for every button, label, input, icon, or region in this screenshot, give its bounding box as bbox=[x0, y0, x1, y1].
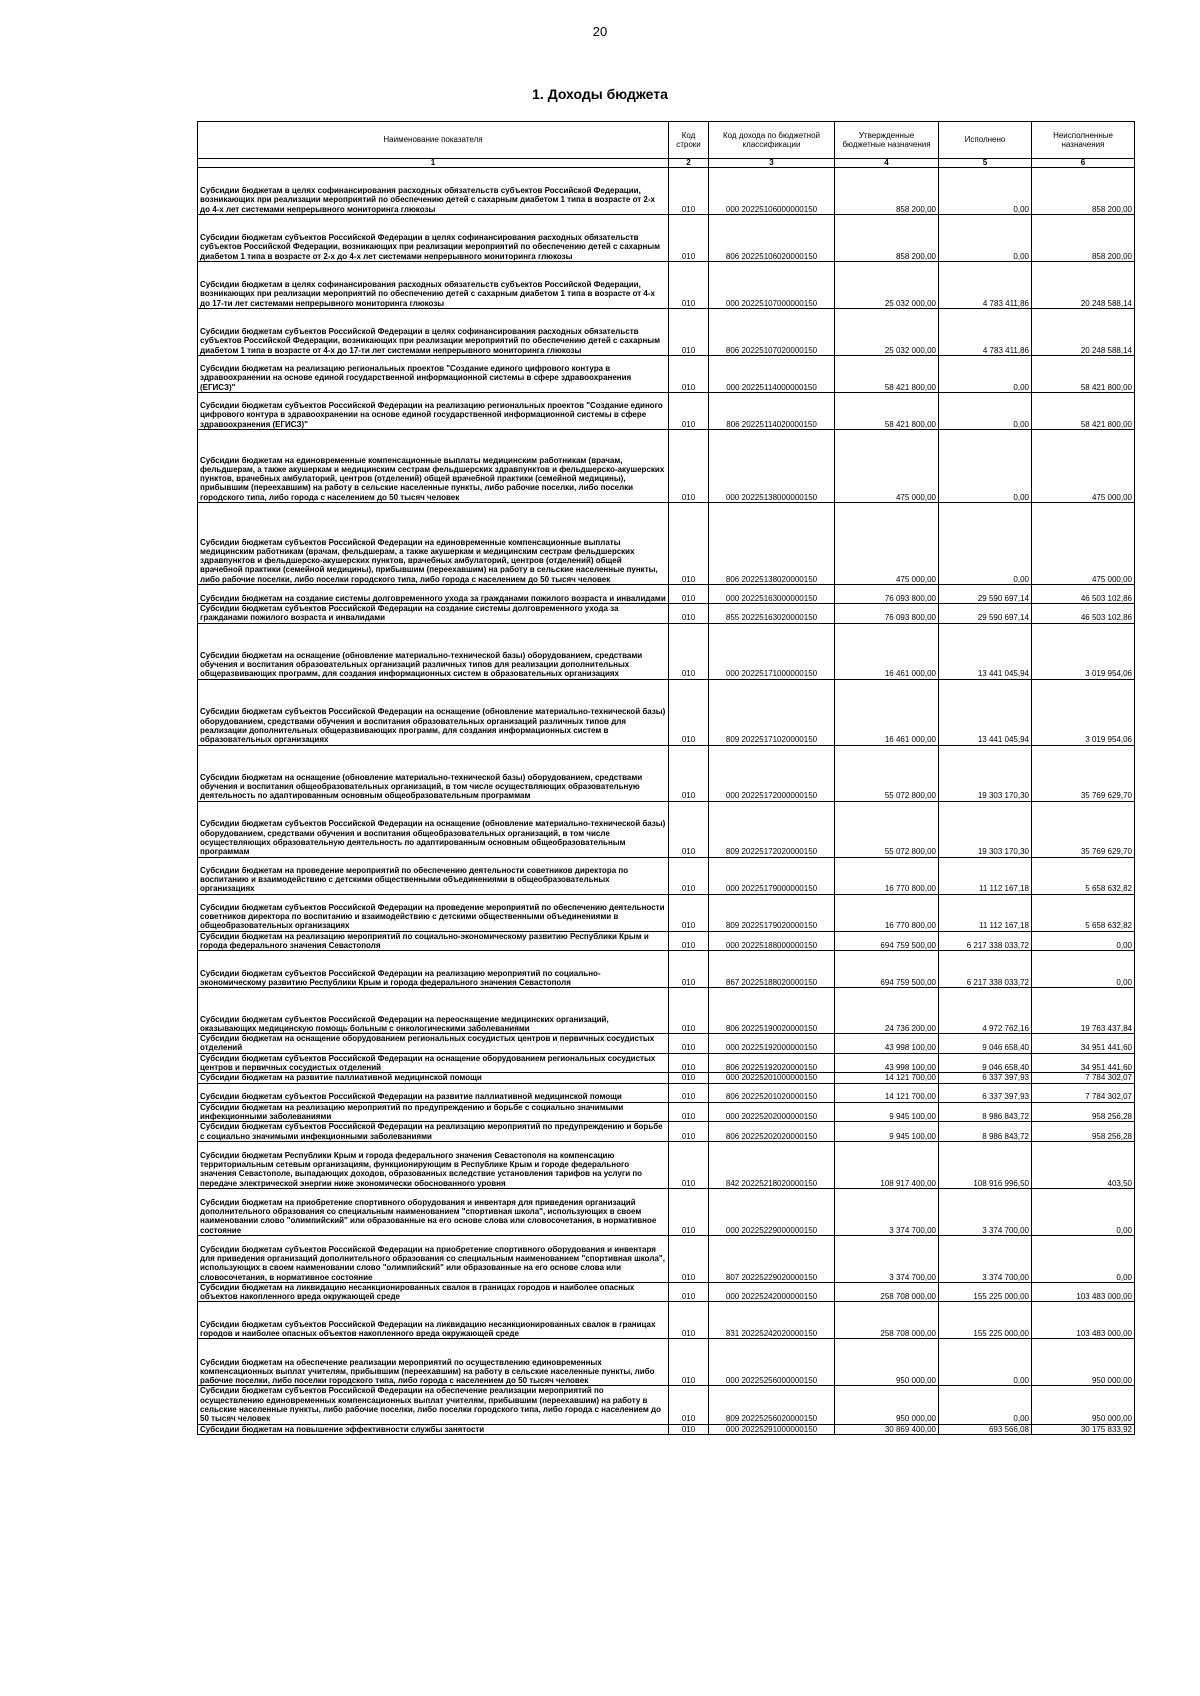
row-name: Субсидии бюджетам субъектов Российской Федерации на оснащение (обновление материально-технической базы) оборудованием, средствами обучения и воспитания образовательных организаций различных типов для реализации дополнительных общеразвивающих программ, для создания информационных систем в образовательных организациях bbox=[198, 679, 669, 745]
row-name: Субсидии бюджетам на развитие паллиативной медицинской помощи bbox=[198, 1073, 669, 1083]
table-row bbox=[198, 931, 1135, 951]
row-revenue-code: 000 20225188000000150 bbox=[709, 931, 835, 951]
row-unexecuted-amount: 475 000,00 bbox=[1032, 503, 1135, 585]
row-revenue-code: 807 20225229020000150 bbox=[709, 1235, 835, 1282]
row-line-code: 010 bbox=[669, 503, 709, 585]
table-row bbox=[198, 356, 1135, 393]
row-unexecuted-amount: 475 000,00 bbox=[1032, 430, 1135, 503]
header-line-code: Код строки bbox=[669, 122, 709, 159]
row-revenue-code: 806 20225114020000150 bbox=[709, 393, 835, 430]
table-body bbox=[198, 168, 1135, 1435]
row-name: Субсидии бюджетам в целях софинансирования расходных обязательств субъектов Российской Федерации, возникающих при реализации мероприятий по обеспечению детей с сахарным диабетом 1 типа в возрасте от 4-х до 17-ти лет системами непрерывного мониторинга глюкозы bbox=[198, 262, 669, 309]
row-executed-amount: 6 337 397,93 bbox=[939, 1073, 1032, 1083]
row-name: Субсидии бюджетам субъектов Российской Федерации в целях софинансирования расходных обязательств субъектов Российской Федерации, возникающих при реализации мероприятий по обеспечению детей с сахарным диабетом 1 типа в возрасте от 4-х до 17-ти лет системами непрерывного мониторинга глюкозы bbox=[198, 309, 669, 356]
table-row bbox=[198, 262, 1135, 309]
row-unexecuted-amount: 35 769 629,70 bbox=[1032, 801, 1135, 857]
row-approved-amount: 16 461 000,00 bbox=[835, 623, 939, 679]
header-unexecuted: Неисполненные назначения bbox=[1032, 122, 1135, 159]
row-line-code: 010 bbox=[669, 623, 709, 679]
row-unexecuted-amount: 46 503 102,86 bbox=[1032, 604, 1135, 624]
table-row bbox=[198, 1083, 1135, 1102]
row-name: Субсидии бюджетам субъектов Российской Федерации на приобретение спортивного оборудования и инвентаря для приведения организаций дополнительного образования со специальным наименованием "спортивная школа", использующих в своем наименовании слово "олимпийский" или образованные на его основе слова или словосочетания, в нормативное состояние bbox=[198, 1235, 669, 1282]
row-executed-amount: 8 986 843,72 bbox=[939, 1122, 1032, 1142]
row-revenue-code: 000 20225107000000150 bbox=[709, 262, 835, 309]
row-revenue-code: 000 20225291000000150 bbox=[709, 1424, 835, 1434]
column-number: 5 bbox=[939, 159, 1032, 168]
row-name: Субсидии бюджетам на проведение мероприятий по обеспечению деятельности советников директора по воспитанию и взаимодействию с детскими общественными объединениями в общеобразовательных организациях bbox=[198, 857, 669, 894]
row-approved-amount: 76 093 800,00 bbox=[835, 585, 939, 604]
row-unexecuted-amount: 58 421 800,00 bbox=[1032, 356, 1135, 393]
row-unexecuted-amount: 950 000,00 bbox=[1032, 1339, 1135, 1386]
row-revenue-code: 806 20225190020000150 bbox=[709, 988, 835, 1034]
row-name: Субсидии бюджетам на оснащение оборудованием региональных сосудистых центров и первичных сосудистых отделений bbox=[198, 1034, 669, 1054]
row-approved-amount: 14 121 700,00 bbox=[835, 1073, 939, 1083]
row-executed-amount: 0,00 bbox=[939, 393, 1032, 430]
row-line-code: 010 bbox=[669, 951, 709, 988]
row-approved-amount: 858 200,00 bbox=[835, 168, 939, 215]
table-row bbox=[198, 1386, 1135, 1424]
table-row bbox=[198, 1053, 1135, 1073]
row-line-code: 010 bbox=[669, 745, 709, 801]
row-executed-amount: 3 374 700,00 bbox=[939, 1188, 1032, 1235]
row-executed-amount: 693 566,08 bbox=[939, 1424, 1032, 1434]
row-revenue-code: 806 20225107020000150 bbox=[709, 309, 835, 356]
table-row bbox=[198, 393, 1135, 430]
row-approved-amount: 24 736 200,00 bbox=[835, 988, 939, 1034]
row-unexecuted-amount: 858 200,00 bbox=[1032, 215, 1135, 262]
row-line-code: 010 bbox=[669, 215, 709, 262]
row-name: Субсидии бюджетам на повышение эффективности службы занятости bbox=[198, 1424, 669, 1434]
row-unexecuted-amount: 34 951 441,60 bbox=[1032, 1053, 1135, 1073]
row-approved-amount: 9 945 100,00 bbox=[835, 1102, 939, 1122]
row-revenue-code: 831 20225242020000150 bbox=[709, 1302, 835, 1339]
row-unexecuted-amount: 958 256,28 bbox=[1032, 1122, 1135, 1142]
row-line-code: 010 bbox=[669, 1188, 709, 1235]
row-line-code: 010 bbox=[669, 894, 709, 931]
column-number: 6 bbox=[1032, 159, 1135, 168]
row-revenue-code: 000 20225171000000150 bbox=[709, 623, 835, 679]
row-unexecuted-amount: 19 763 437,84 bbox=[1032, 988, 1135, 1034]
row-unexecuted-amount: 20 248 588,14 bbox=[1032, 262, 1135, 309]
row-approved-amount: 950 000,00 bbox=[835, 1386, 939, 1424]
table-row bbox=[198, 1073, 1135, 1083]
row-unexecuted-amount: 7 784 302,07 bbox=[1032, 1083, 1135, 1102]
row-approved-amount: 694 759 500,00 bbox=[835, 951, 939, 988]
row-unexecuted-amount: 20 248 588,14 bbox=[1032, 309, 1135, 356]
row-name: Субсидии бюджетам на оснащение (обновление материально-технической базы) оборудованием, средствами обучения и воспитания образовательных организаций различных типов для реализации дополнительных общеразвивающих программ, для создания информационных систем в образовательных организациях bbox=[198, 623, 669, 679]
row-executed-amount: 0,00 bbox=[939, 430, 1032, 503]
row-revenue-code: 000 20225106000000150 bbox=[709, 168, 835, 215]
row-line-code: 010 bbox=[669, 1083, 709, 1102]
table-row bbox=[198, 951, 1135, 988]
row-approved-amount: 258 708 000,00 bbox=[835, 1302, 939, 1339]
row-name: Субсидии бюджетам на реализацию мероприятий по предупреждению и борьбе с социально значимыми инфекционными заболеваниями bbox=[198, 1102, 669, 1122]
row-unexecuted-amount: 0,00 bbox=[1032, 1235, 1135, 1282]
table-row bbox=[198, 745, 1135, 801]
row-approved-amount: 9 945 100,00 bbox=[835, 1122, 939, 1142]
row-unexecuted-amount: 30 175 833,92 bbox=[1032, 1424, 1135, 1434]
row-line-code: 010 bbox=[669, 393, 709, 430]
row-line-code: 010 bbox=[669, 1282, 709, 1302]
row-executed-amount: 29 590 697,14 bbox=[939, 604, 1032, 624]
row-executed-amount: 13 441 045,94 bbox=[939, 679, 1032, 745]
row-approved-amount: 16 770 800,00 bbox=[835, 894, 939, 931]
row-revenue-code: 809 20225171020000150 bbox=[709, 679, 835, 745]
row-line-code: 010 bbox=[669, 988, 709, 1034]
row-executed-amount: 19 303 170,30 bbox=[939, 745, 1032, 801]
row-name: Субсидии бюджетам на ликвидацию несанкционированных свалок в границах городов и наиболее опасных объектов накопленного вреда окружающей среде bbox=[198, 1282, 669, 1302]
table-row bbox=[198, 604, 1135, 624]
row-executed-amount: 9 046 658,40 bbox=[939, 1034, 1032, 1054]
row-revenue-code: 806 20225138020000150 bbox=[709, 503, 835, 585]
page-number: 20 bbox=[592, 24, 608, 39]
row-line-code: 010 bbox=[669, 1102, 709, 1122]
row-name: Субсидии бюджетам субъектов Российской Федерации на ликвидацию несанкционированных свалок в границах городов и наиболее опасных объектов накопленного вреда окружающей среде bbox=[198, 1302, 669, 1339]
row-approved-amount: 76 093 800,00 bbox=[835, 604, 939, 624]
row-line-code: 010 bbox=[669, 430, 709, 503]
row-executed-amount: 0,00 bbox=[939, 1339, 1032, 1386]
table-row bbox=[198, 1141, 1135, 1188]
row-unexecuted-amount: 3 019 954,06 bbox=[1032, 623, 1135, 679]
table-row bbox=[198, 585, 1135, 604]
row-executed-amount: 155 225 000,00 bbox=[939, 1302, 1032, 1339]
row-name: Субсидии бюджетам субъектов Российской Федерации на проведение мероприятий по обеспечению деятельности советников директора по воспитанию и взаимодействию с детскими общественными объединениями в общеобразовательных организациях bbox=[198, 894, 669, 931]
row-unexecuted-amount: 7 784 302,07 bbox=[1032, 1073, 1135, 1083]
table-row bbox=[198, 623, 1135, 679]
row-name: Субсидии бюджетам на обеспечение реализации мероприятий по осуществлению единовременных компенсационных выплат учителям, прибывшим (переехавшим) на работу в сельские населенные пункты, либо рабочие поселки, либо поселки городского типа, либо города с населением до 50 тысяч человек bbox=[198, 1339, 669, 1386]
row-unexecuted-amount: 858 200,00 bbox=[1032, 168, 1135, 215]
row-name: Субсидии бюджетам субъектов Российской Федерации на единовременные компенсационные выплаты медицинским работникам (врачам, фельдшерам, а также акушеркам и медицинским сестрам фельдшерских здравпунктов и фельдшерско-акушерских пунктов, врачебных амбулаторий, центров (отделений) общей врачебной практики (семейной медицины), прибывшим (переехавшим) на работу в сельские населенные пункты, либо рабочие поселки, либо поселки городского типа, либо города с населением до 50 тысяч человек bbox=[198, 503, 669, 585]
row-unexecuted-amount: 5 658 632,82 bbox=[1032, 894, 1135, 931]
table-row bbox=[198, 1235, 1135, 1282]
row-line-code: 010 bbox=[669, 1034, 709, 1054]
row-name: Субсидии бюджетам субъектов Российской Федерации на оснащение (обновление материально-технической базы) оборудованием, средствами обучения и воспитания общеобразовательных организаций, в том числе осуществляющих образовательную деятельность по адаптированным основным общеобразовательным программам bbox=[198, 801, 669, 857]
row-executed-amount: 29 590 697,14 bbox=[939, 585, 1032, 604]
row-approved-amount: 694 759 500,00 bbox=[835, 931, 939, 951]
row-revenue-code: 806 20225192020000150 bbox=[709, 1053, 835, 1073]
row-executed-amount: 11 112 167,18 bbox=[939, 857, 1032, 894]
row-revenue-code: 000 20225256000000150 bbox=[709, 1339, 835, 1386]
row-name: Субсидии бюджетам на реализацию региональных проектов "Создание единого цифрового контура в здравоохранении на основе единой государственной информационной системы в сфере здравоохранения (ЕГИСЗ)" bbox=[198, 356, 669, 393]
row-name: Субсидии бюджетам Республики Крым и города федерального значения Севастополя на компенсацию территориальным сетевым организациям, функционирующим в Республике Крым и городе федерального значения Севастополе, выпадающих доходов, образованных вследствие установления тарифов на услуги по передаче электрической энергии ниже экономически обоснованного уровня bbox=[198, 1141, 669, 1188]
row-approved-amount: 43 998 100,00 bbox=[835, 1053, 939, 1073]
row-approved-amount: 58 421 800,00 bbox=[835, 356, 939, 393]
row-approved-amount: 108 917 400,00 bbox=[835, 1141, 939, 1188]
table-row bbox=[198, 1302, 1135, 1339]
row-unexecuted-amount: 0,00 bbox=[1032, 951, 1135, 988]
row-approved-amount: 55 072 800,00 bbox=[835, 801, 939, 857]
row-executed-amount: 0,00 bbox=[939, 503, 1032, 585]
row-executed-amount: 13 441 045,94 bbox=[939, 623, 1032, 679]
row-revenue-code: 806 20225202020000150 bbox=[709, 1122, 835, 1142]
row-name: Субсидии бюджетам субъектов Российской Федерации на оснащение оборудованием региональных сосудистых центров и первичных сосудистых отделений bbox=[198, 1053, 669, 1073]
row-revenue-code: 809 20225179020000150 bbox=[709, 894, 835, 931]
row-revenue-code: 867 20225188020000150 bbox=[709, 951, 835, 988]
row-revenue-code: 842 20225218020000150 bbox=[709, 1141, 835, 1188]
row-executed-amount: 6 217 338 033,72 bbox=[939, 931, 1032, 951]
budget-revenue-table bbox=[197, 121, 1135, 1435]
row-revenue-code: 000 20225192000000150 bbox=[709, 1034, 835, 1054]
row-unexecuted-amount: 46 503 102,86 bbox=[1032, 585, 1135, 604]
column-number: 2 bbox=[669, 159, 709, 168]
row-approved-amount: 3 374 700,00 bbox=[835, 1188, 939, 1235]
row-approved-amount: 14 121 700,00 bbox=[835, 1083, 939, 1102]
row-revenue-code: 806 20225201020000150 bbox=[709, 1083, 835, 1102]
row-unexecuted-amount: 103 483 000,00 bbox=[1032, 1302, 1135, 1339]
row-revenue-code: 000 20225163000000150 bbox=[709, 585, 835, 604]
row-executed-amount: 0,00 bbox=[939, 168, 1032, 215]
table-row bbox=[198, 309, 1135, 356]
row-line-code: 010 bbox=[669, 679, 709, 745]
row-name: Субсидии бюджетам в целях софинансирования расходных обязательств субъектов Российской Федерации, возникающих при реализации мероприятий по обеспечению детей с сахарным диабетом 1 типа в возрасте от 2-х до 4-х лет системами непрерывного мониторинга глюкозы bbox=[198, 168, 669, 215]
table-row bbox=[198, 857, 1135, 894]
row-unexecuted-amount: 950 000,00 bbox=[1032, 1386, 1135, 1424]
row-unexecuted-amount: 34 951 441,60 bbox=[1032, 1034, 1135, 1054]
row-revenue-code: 000 20225242000000150 bbox=[709, 1282, 835, 1302]
column-number: 1 bbox=[198, 159, 669, 168]
table-row bbox=[198, 1424, 1135, 1434]
row-line-code: 010 bbox=[669, 585, 709, 604]
row-executed-amount: 155 225 000,00 bbox=[939, 1282, 1032, 1302]
row-executed-amount: 108 916 996,50 bbox=[939, 1141, 1032, 1188]
row-executed-amount: 4 783 411,86 bbox=[939, 262, 1032, 309]
row-line-code: 010 bbox=[669, 309, 709, 356]
header-revenue-code: Код дохода по бюджетной классификации bbox=[709, 122, 835, 159]
row-unexecuted-amount: 58 421 800,00 bbox=[1032, 393, 1135, 430]
row-unexecuted-amount: 958 256,28 bbox=[1032, 1102, 1135, 1122]
row-name: Субсидии бюджетам субъектов Российской Федерации на создание системы долговременного ухода за гражданами пожилого возраста и инвалидами bbox=[198, 604, 669, 624]
table-row bbox=[198, 988, 1135, 1034]
table-row bbox=[198, 1188, 1135, 1235]
row-approved-amount: 475 000,00 bbox=[835, 430, 939, 503]
row-name: Субсидии бюджетам на создание системы долговременного ухода за гражданами пожилого возраста и инвалидами bbox=[198, 585, 669, 604]
row-executed-amount: 8 986 843,72 bbox=[939, 1102, 1032, 1122]
row-executed-amount: 19 303 170,30 bbox=[939, 801, 1032, 857]
row-line-code: 010 bbox=[669, 1122, 709, 1142]
row-approved-amount: 16 770 800,00 bbox=[835, 857, 939, 894]
row-line-code: 010 bbox=[669, 1424, 709, 1434]
row-line-code: 010 bbox=[669, 262, 709, 309]
row-executed-amount: 4 783 411,86 bbox=[939, 309, 1032, 356]
row-revenue-code: 000 20225114000000150 bbox=[709, 356, 835, 393]
row-revenue-code: 000 20225201000000150 bbox=[709, 1073, 835, 1083]
row-approved-amount: 55 072 800,00 bbox=[835, 745, 939, 801]
table-row bbox=[198, 894, 1135, 931]
row-approved-amount: 30 869 400,00 bbox=[835, 1424, 939, 1434]
table-row bbox=[198, 1339, 1135, 1386]
row-line-code: 010 bbox=[669, 1386, 709, 1424]
row-executed-amount: 11 112 167,18 bbox=[939, 894, 1032, 931]
table-row bbox=[198, 503, 1135, 585]
row-line-code: 010 bbox=[669, 604, 709, 624]
row-line-code: 010 bbox=[669, 801, 709, 857]
row-executed-amount: 0,00 bbox=[939, 1386, 1032, 1424]
row-unexecuted-amount: 0,00 bbox=[1032, 931, 1135, 951]
row-revenue-code: 000 20225138000000150 bbox=[709, 430, 835, 503]
row-executed-amount: 0,00 bbox=[939, 215, 1032, 262]
row-line-code: 010 bbox=[669, 168, 709, 215]
table-row bbox=[198, 1102, 1135, 1122]
row-approved-amount: 475 000,00 bbox=[835, 503, 939, 585]
row-revenue-code: 855 20225163020000150 bbox=[709, 604, 835, 624]
row-line-code: 010 bbox=[669, 356, 709, 393]
row-revenue-code: 806 20225106020000150 bbox=[709, 215, 835, 262]
row-line-code: 010 bbox=[669, 1339, 709, 1386]
row-executed-amount: 4 972 762,16 bbox=[939, 988, 1032, 1034]
row-approved-amount: 58 421 800,00 bbox=[835, 393, 939, 430]
row-unexecuted-amount: 103 483 000,00 bbox=[1032, 1282, 1135, 1302]
row-approved-amount: 950 000,00 bbox=[835, 1339, 939, 1386]
header-approved: Утвержденные бюджетные назначения bbox=[835, 122, 939, 159]
row-revenue-code: 000 20225179000000150 bbox=[709, 857, 835, 894]
row-line-code: 010 bbox=[669, 1141, 709, 1188]
row-name: Субсидии бюджетам на оснащение (обновление материально-технической базы) оборудованием, средствами обучения и воспитания общеобразовательных организаций, в том числе осуществляющих образовательную деятельность по адаптированным основным общеобразовательным программам bbox=[198, 745, 669, 801]
row-name: Субсидии бюджетам субъектов Российской Федерации на реализацию мероприятий по социально-экономическому развитию Республики Крым и города федерального значения Севастополя bbox=[198, 951, 669, 988]
row-name: Субсидии бюджетам субъектов Российской Федерации на развитие паллиативной медицинской помощи bbox=[198, 1083, 669, 1102]
row-executed-amount: 6 337 397,93 bbox=[939, 1083, 1032, 1102]
table-row bbox=[198, 679, 1135, 745]
row-approved-amount: 16 461 000,00 bbox=[835, 679, 939, 745]
row-name: Субсидии бюджетам субъектов Российской Федерации на реализацию мероприятий по предупреждению и борьбе с социально значимыми инфекционными заболеваниями bbox=[198, 1122, 669, 1142]
row-line-code: 010 bbox=[669, 1053, 709, 1073]
table-row bbox=[198, 430, 1135, 503]
table-row bbox=[198, 168, 1135, 215]
row-approved-amount: 3 374 700,00 bbox=[835, 1235, 939, 1282]
row-line-code: 010 bbox=[669, 931, 709, 951]
row-executed-amount: 6 217 338 033,72 bbox=[939, 951, 1032, 988]
row-revenue-code: 000 20225202000000150 bbox=[709, 1102, 835, 1122]
row-name: Субсидии бюджетам субъектов Российской Федерации на переоснащение медицинских организаций, оказывающих медицинскую помощь больным с онкологическими заболеваниями bbox=[198, 988, 669, 1034]
row-line-code: 010 bbox=[669, 1302, 709, 1339]
row-name: Субсидии бюджетам субъектов Российской Федерации на реализацию региональных проектов "Создание единого цифрового контура в здравоохранении на основе единой государственной информационной системы в сфере здравоохранения (ЕГИСЗ)" bbox=[198, 393, 669, 430]
header-name: Наименование показателя bbox=[198, 122, 669, 159]
row-approved-amount: 25 032 000,00 bbox=[835, 262, 939, 309]
row-name: Субсидии бюджетам на единовременные компенсационные выплаты медицинским работникам (врачам, фельдшерам, а также акушеркам и медицинским сестрам фельдшерских здравпунктов и фельдшерско-акушерских пунктов, врачебных амбулаторий, центров (отделений) общей врачебной практики (семейной медицины), прибывшим (переехавшим) на работу в сельские населенные пункты, либо рабочие поселки, либо поселки городского типа, либо города с населением до 50 тысяч человек bbox=[198, 430, 669, 503]
row-name: Субсидии бюджетам субъектов Российской Федерации в целях софинансирования расходных обязательств субъектов Российской Федерации, возникающих при реализации мероприятий по обеспечению детей с сахарным диабетом 1 типа в возрасте от 2-х до 4-х лет системами непрерывного мониторинга глюкозы bbox=[198, 215, 669, 262]
row-executed-amount: 0,00 bbox=[939, 356, 1032, 393]
row-revenue-code: 809 20225256020000150 bbox=[709, 1386, 835, 1424]
row-executed-amount: 9 046 658,40 bbox=[939, 1053, 1032, 1073]
table-row bbox=[198, 1034, 1135, 1054]
row-line-code: 010 bbox=[669, 857, 709, 894]
table-row bbox=[198, 801, 1135, 857]
row-unexecuted-amount: 403,50 bbox=[1032, 1141, 1135, 1188]
row-name: Субсидии бюджетам субъектов Российской Федерации на обеспечение реализации мероприятий по осуществлению единовременных компенсационных выплат учителям, прибывшим (переехавшим) на работу в сельские населенные пункты, либо рабочие поселки, либо поселки городского типа, либо города с населением до 50 тысяч человек bbox=[198, 1386, 669, 1424]
row-revenue-code: 000 20225229000000150 bbox=[709, 1188, 835, 1235]
document-title: 1. Доходы бюджета bbox=[532, 86, 668, 102]
column-number: 3 bbox=[709, 159, 835, 168]
row-name: Субсидии бюджетам на приобретение спортивного оборудования и инвентаря для приведения организаций дополнительного образования со специальным наименованием "спортивная школа", использующих в своем наименовании слово "олимпийский" или образованные на его основе слова или словосочетания, в нормативное состояние bbox=[198, 1188, 669, 1235]
column-number: 4 bbox=[835, 159, 939, 168]
row-unexecuted-amount: 0,00 bbox=[1032, 1188, 1135, 1235]
row-revenue-code: 809 20225172020000150 bbox=[709, 801, 835, 857]
table-row bbox=[198, 1122, 1135, 1142]
row-approved-amount: 25 032 000,00 bbox=[835, 309, 939, 356]
row-approved-amount: 858 200,00 bbox=[835, 215, 939, 262]
table-row bbox=[198, 1282, 1135, 1302]
row-executed-amount: 3 374 700,00 bbox=[939, 1235, 1032, 1282]
row-approved-amount: 43 998 100,00 bbox=[835, 1034, 939, 1054]
table-row bbox=[198, 215, 1135, 262]
row-name: Субсидии бюджетам на реализацию мероприятий по социально-экономическому развитию Республики Крым и города федерального значения Севастополя bbox=[198, 931, 669, 951]
row-unexecuted-amount: 35 769 629,70 bbox=[1032, 745, 1135, 801]
row-line-code: 010 bbox=[669, 1235, 709, 1282]
header-executed: Исполнено bbox=[939, 122, 1032, 159]
row-unexecuted-amount: 3 019 954,06 bbox=[1032, 679, 1135, 745]
row-unexecuted-amount: 5 658 632,82 bbox=[1032, 857, 1135, 894]
row-line-code: 010 bbox=[669, 1073, 709, 1083]
row-approved-amount: 258 708 000,00 bbox=[835, 1282, 939, 1302]
row-revenue-code: 000 20225172000000150 bbox=[709, 745, 835, 801]
